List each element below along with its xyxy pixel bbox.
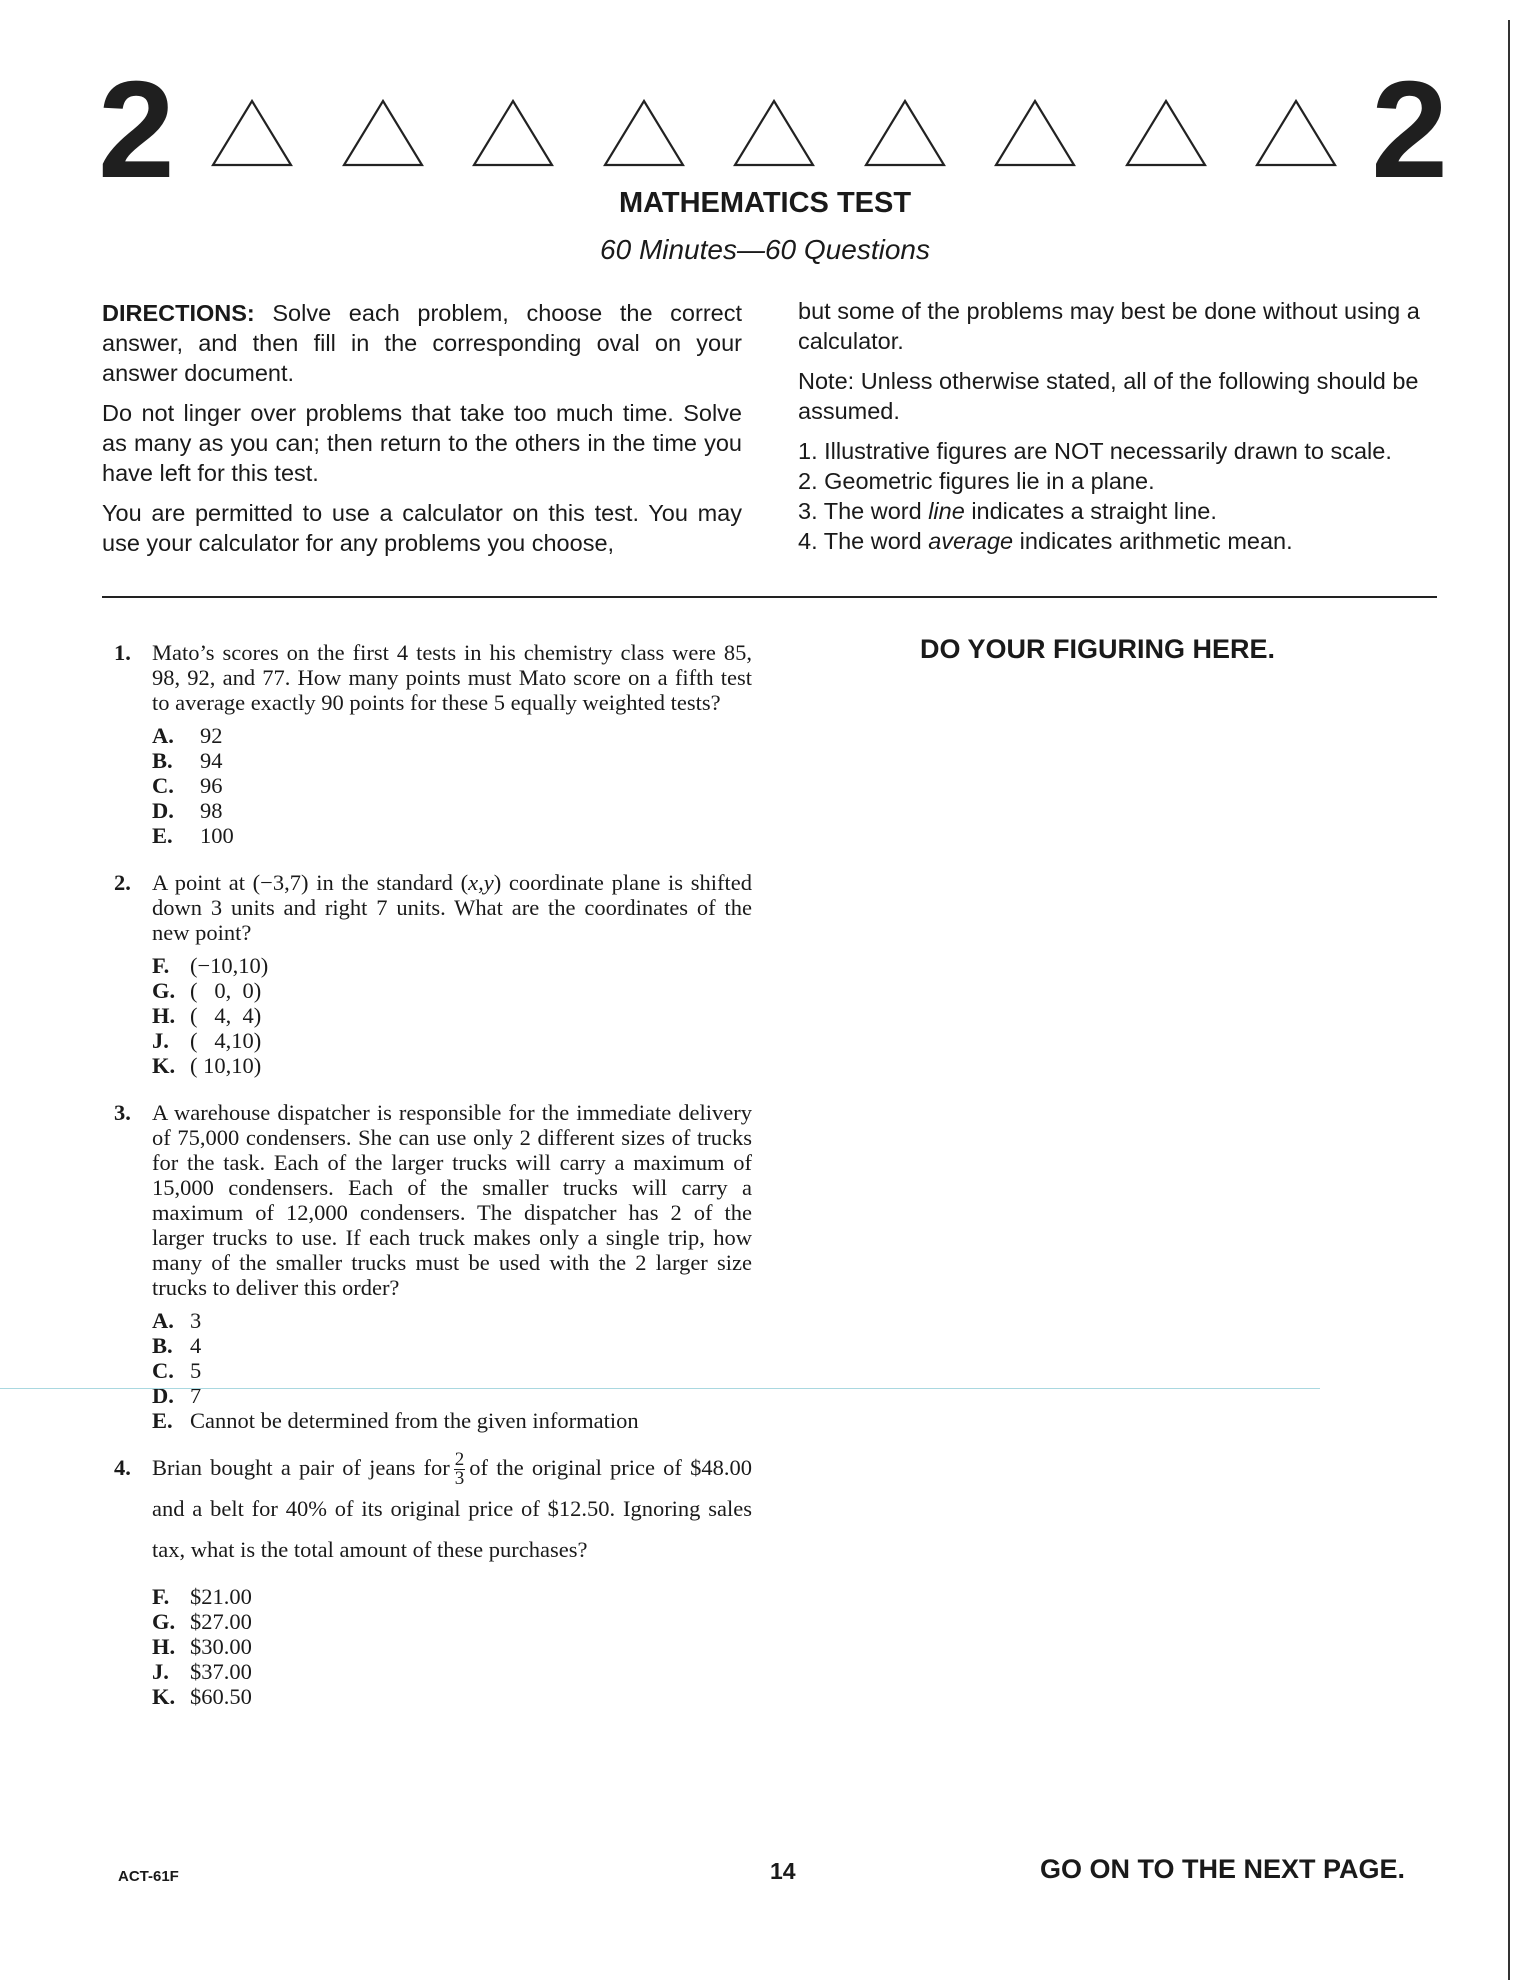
choice-letter: B.	[152, 1333, 173, 1358]
question-text-end: of the original price of $48.00 and a belt for 40% of its original price of $12.50. Ignoring sales tax, what is the total amount of these purchases?	[152, 1455, 752, 1563]
choice-value: 94	[200, 748, 223, 773]
assumption-item	[798, 496, 1438, 526]
test-title: MATHEMATICS TEST	[618, 187, 912, 219]
answer-choices	[152, 723, 752, 848]
answer-choice[interactable]	[152, 1609, 752, 1634]
answer-choice[interactable]	[152, 1584, 752, 1609]
answer-choice[interactable]	[152, 798, 752, 823]
choice-value: ( 4,10)	[190, 1028, 262, 1053]
question-text-start: A point at (−3,7) in the standard (	[152, 870, 469, 895]
choice-letter: G.	[152, 978, 176, 1003]
assumption-number: 3.	[798, 498, 818, 524]
directions-paragraph-3: You are permitted to use a calculator on this test. You may use your calculator for any problems you choose,	[102, 500, 742, 556]
question-text-emphasis: x,y	[468, 870, 494, 895]
choice-value: $30.00	[190, 1634, 252, 1660]
choice-value: ( 4, 4)	[190, 1003, 262, 1028]
assumption-text: Geometric figures lie in a plane.	[817, 468, 1155, 494]
page-number: 14	[770, 1858, 796, 1884]
choice-letter: B.	[152, 748, 173, 773]
choice-value: ( 10,10)	[190, 1053, 262, 1078]
answer-choice[interactable]	[152, 1358, 752, 1383]
assumption-text-end: indicates a straight line.	[964, 498, 1217, 524]
triangle-icon	[993, 98, 1077, 168]
assumption-text-end: indicates arithmetic mean.	[1013, 528, 1293, 554]
section-divider	[102, 596, 1437, 598]
assumption-emphasis: average	[928, 528, 1014, 554]
assumption-item	[798, 436, 1438, 466]
choice-value: $21.00	[190, 1584, 252, 1610]
choice-letter: E.	[152, 1408, 173, 1433]
question-number: 2.	[114, 870, 131, 895]
question-number: 4.	[114, 1455, 131, 1480]
section-number-right: 2	[1371, 53, 1448, 207]
directions-left-column	[102, 298, 742, 568]
answer-choice[interactable]	[152, 723, 752, 748]
question-number: 3.	[114, 1100, 131, 1125]
question-3	[112, 1100, 752, 1433]
triangle-icon	[863, 98, 947, 168]
triangle-icon	[602, 98, 686, 168]
question-2	[112, 870, 752, 1078]
answer-choice[interactable]	[152, 1333, 752, 1358]
assumption-number: 1.	[798, 438, 818, 464]
choice-value: (−10,10)	[190, 953, 269, 978]
question-4	[112, 1447, 752, 1709]
choice-value: 96	[200, 773, 223, 798]
directions-paragraph-1	[102, 298, 742, 388]
directions-paragraph-2: Do not linger over problems that take too much time. Solve as many as you can; then return to the others in the time you have left for this test.	[102, 400, 742, 486]
answer-choices	[152, 1308, 752, 1433]
choice-letter: A.	[152, 723, 174, 748]
choice-value: 3	[190, 1308, 202, 1333]
directions-text-1: Solve each problem, choose the correct answer, and then fill in the corresponding oval on your answer document.	[102, 300, 742, 386]
fraction-numerator: 2	[454, 1449, 465, 1471]
answer-choice[interactable]	[152, 748, 752, 773]
triangle-icon	[732, 98, 816, 168]
choice-value: $37.00	[190, 1659, 252, 1685]
assumption-number: 2.	[798, 468, 818, 494]
choice-letter: F.	[152, 953, 170, 978]
question-1	[112, 640, 752, 848]
choice-letter: H.	[152, 1634, 176, 1660]
choice-letter: D.	[152, 1383, 174, 1408]
choice-letter: C.	[152, 1358, 174, 1383]
choice-letter: J.	[152, 1659, 169, 1685]
answer-choice[interactable]	[152, 978, 752, 1003]
answer-choice[interactable]	[152, 773, 752, 798]
assumption-item	[798, 526, 1438, 556]
answer-choices	[152, 1584, 752, 1709]
choice-value: 100	[200, 823, 234, 848]
assumption-emphasis: line	[928, 498, 965, 524]
question-text: A warehouse dispatcher is responsible for the immediate delivery of 75,000 condensers. She can use only 2 different sizes of trucks for the task. Each of the larger trucks will carry a maximum of 15,000 condensers. Each of the smaller trucks will carry a maximum of 12,000 condensers. The dispatcher has 2 of the larger trucks to use. If each truck makes only a single trip, how many of the smaller trucks must be used with the 2 larger size trucks to deliver this order?	[152, 1100, 752, 1300]
section-number-left: 2	[98, 53, 175, 207]
questions-column	[112, 640, 752, 1709]
choice-value: 4	[190, 1333, 202, 1358]
choice-value: ( 0, 0)	[190, 978, 262, 1003]
answer-choice[interactable]	[152, 1383, 752, 1408]
answer-choice[interactable]	[152, 1308, 752, 1333]
go-on-next-page: GO ON TO THE NEXT PAGE.	[1040, 1854, 1406, 1884]
choice-letter: D.	[152, 798, 174, 823]
triangle-icon	[341, 98, 425, 168]
answer-choices	[152, 953, 752, 1078]
choice-letter: E.	[152, 823, 173, 848]
question-text-start: Brian bought a pair of jeans for	[152, 1455, 450, 1480]
scan-artifact-line	[0, 1388, 1320, 1389]
choice-value: $27.00	[190, 1609, 252, 1635]
fraction-denominator: 3	[454, 1468, 465, 1490]
assumption-text: Illustrative figures are NOT necessarily drawn to scale.	[817, 438, 1392, 464]
choice-letter: A.	[152, 1308, 174, 1333]
assumptions-list	[798, 436, 1438, 556]
directions-note: Note: Unless otherwise stated, all of the following should be assumed.	[798, 368, 1419, 424]
scan-edge-line	[1508, 20, 1510, 1980]
choice-letter: G.	[152, 1609, 176, 1635]
choice-value: 5	[190, 1358, 202, 1383]
choice-value: $60.50	[190, 1684, 252, 1710]
answer-choice[interactable]	[152, 1634, 752, 1659]
choice-value: Cannot be determined from the given information	[190, 1408, 639, 1433]
fraction	[454, 1451, 466, 1488]
figuring-area-label: DO YOUR FIGURING HERE.	[920, 634, 1276, 664]
directions-paragraph-4: but some of the problems may best be done without using a calculator.	[798, 298, 1420, 354]
answer-choice[interactable]	[152, 1408, 752, 1433]
triangle-icon	[210, 98, 294, 168]
answer-choice[interactable]	[152, 1659, 752, 1684]
choice-value: 92	[200, 723, 223, 748]
question-number: 1.	[114, 640, 131, 665]
answer-choice[interactable]	[152, 1684, 752, 1709]
question-text-end: ) coordinate plane is shifted down 3 units and right 7 units. What are the coordinates of the new point?	[152, 870, 752, 945]
choice-letter: K.	[152, 1684, 176, 1710]
triangle-icon	[1124, 98, 1208, 168]
choice-letter: F.	[152, 1584, 170, 1610]
assumption-number: 4.	[798, 528, 818, 554]
choice-letter: J.	[152, 1028, 169, 1053]
choice-letter: C.	[152, 773, 174, 798]
assumption-text: The word	[817, 498, 929, 524]
choice-value: 98	[200, 798, 223, 823]
answer-choice[interactable]	[152, 823, 752, 848]
question-text	[152, 1447, 752, 1570]
answer-choice[interactable]	[152, 1028, 752, 1053]
choice-letter: H.	[152, 1003, 176, 1028]
directions-label: DIRECTIONS:	[102, 300, 255, 326]
choice-value: 7	[190, 1383, 202, 1408]
question-text: Mato’s scores on the first 4 tests in his chemistry class were 85, 98, 92, and 77. How many points must Mato score on a fifth test to average exactly 90 points for these 5 equally weighted tests?	[152, 640, 752, 715]
question-text	[152, 870, 752, 945]
answer-choice[interactable]	[152, 953, 752, 978]
assumption-text: The word	[817, 528, 929, 554]
answer-choice[interactable]	[152, 1003, 752, 1028]
assumption-item	[798, 466, 1438, 496]
test-subtitle: 60 Minutes—60 Questions	[600, 234, 930, 265]
triangle-icon	[471, 98, 555, 168]
choice-letter: K.	[152, 1053, 176, 1078]
form-code: ACT-61F	[118, 1868, 179, 1885]
answer-choice[interactable]	[152, 1053, 752, 1078]
directions-right-column	[798, 296, 1438, 556]
triangle-icon	[1254, 98, 1338, 168]
